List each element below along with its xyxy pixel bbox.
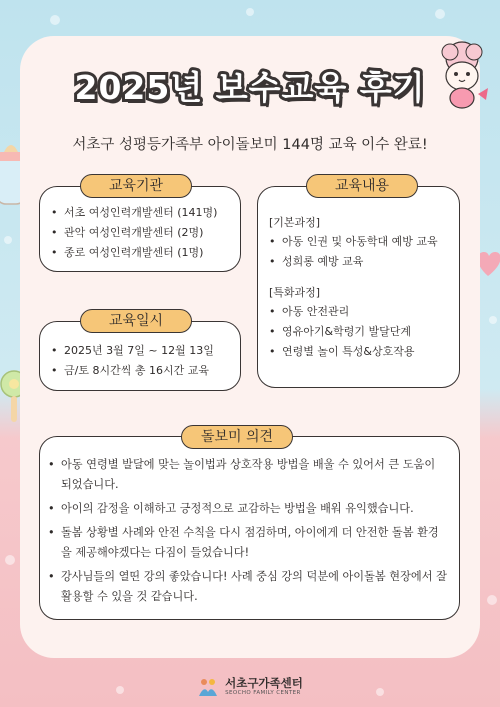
- institution-item: • 종로 여성인력개발센터 (1명): [51, 243, 217, 263]
- schedule-item: • 2025년 3월 7일 ~ 12월 13일: [51, 341, 214, 361]
- basic-course-label: [기본과정]: [269, 216, 321, 229]
- basic-course-item: • 아동 인권 및 아동학대 예방 교육: [269, 232, 438, 252]
- opinion-item: • 돌봄 상황별 사례와 안전 수칙을 다시 점검하며, 아이에게 더 안전한 돌봄 환경을 제공해야겠다는 다짐이 들었습니다!: [48, 523, 448, 563]
- basic-course-item: • 성희롱 예방 교육: [269, 252, 438, 272]
- page-title: 2025년 보수교육 후기: [74, 68, 426, 107]
- opinion-item: • 아동 연령별 발달에 맞는 놀이법과 상호작용 방법을 배울 수 있어서 큰 도움이 되었습니다.: [48, 455, 448, 495]
- schedule-heading: 교육일시: [80, 309, 192, 333]
- opinions-box: [39, 436, 460, 620]
- institution-item: • 서초 여성인력개발센터 (141명): [51, 203, 217, 223]
- special-course-label: [특화과정]: [269, 286, 321, 299]
- schedule-item: • 금/토 8시간씩 총 16시간 교육: [51, 361, 214, 381]
- content-heading: 교육내용: [306, 174, 418, 198]
- special-course-item: • 영유아기&학령기 발달단계: [269, 322, 438, 342]
- institution-item: • 관악 여성인력개발센터 (2명): [51, 223, 217, 243]
- institutions-heading: 교육기관: [80, 174, 192, 198]
- special-course-item: • 아동 안전관리: [269, 302, 438, 322]
- opinion-item: • 아이의 감정을 이해하고 긍정적으로 교감하는 방법을 배워 유익했습니다.: [48, 499, 448, 519]
- org-name-en: SEOCHO FAMILY CENTER: [225, 690, 301, 696]
- page-subtitle: 서초구 성평등가족부 아이돌보미 144명 교육 이수 완료!: [72, 137, 428, 153]
- institutions-box: [39, 186, 241, 272]
- opinion-item: • 강사님들의 열띤 강의 좋았습니다! 사례 중심 강의 덕분에 아이돌봄 현장에서 잘 활용할 수 있을 것 같습니다.: [48, 567, 448, 607]
- opinions-heading: 돌보미 의견: [181, 425, 293, 449]
- org-name: 서초구가족센터: [225, 676, 303, 690]
- family-center-logo-icon: [197, 676, 219, 698]
- footer-logo: [0, 676, 500, 698]
- content-box: [257, 186, 460, 388]
- special-course-item: • 연령별 놀이 특성&상호작용: [269, 342, 438, 362]
